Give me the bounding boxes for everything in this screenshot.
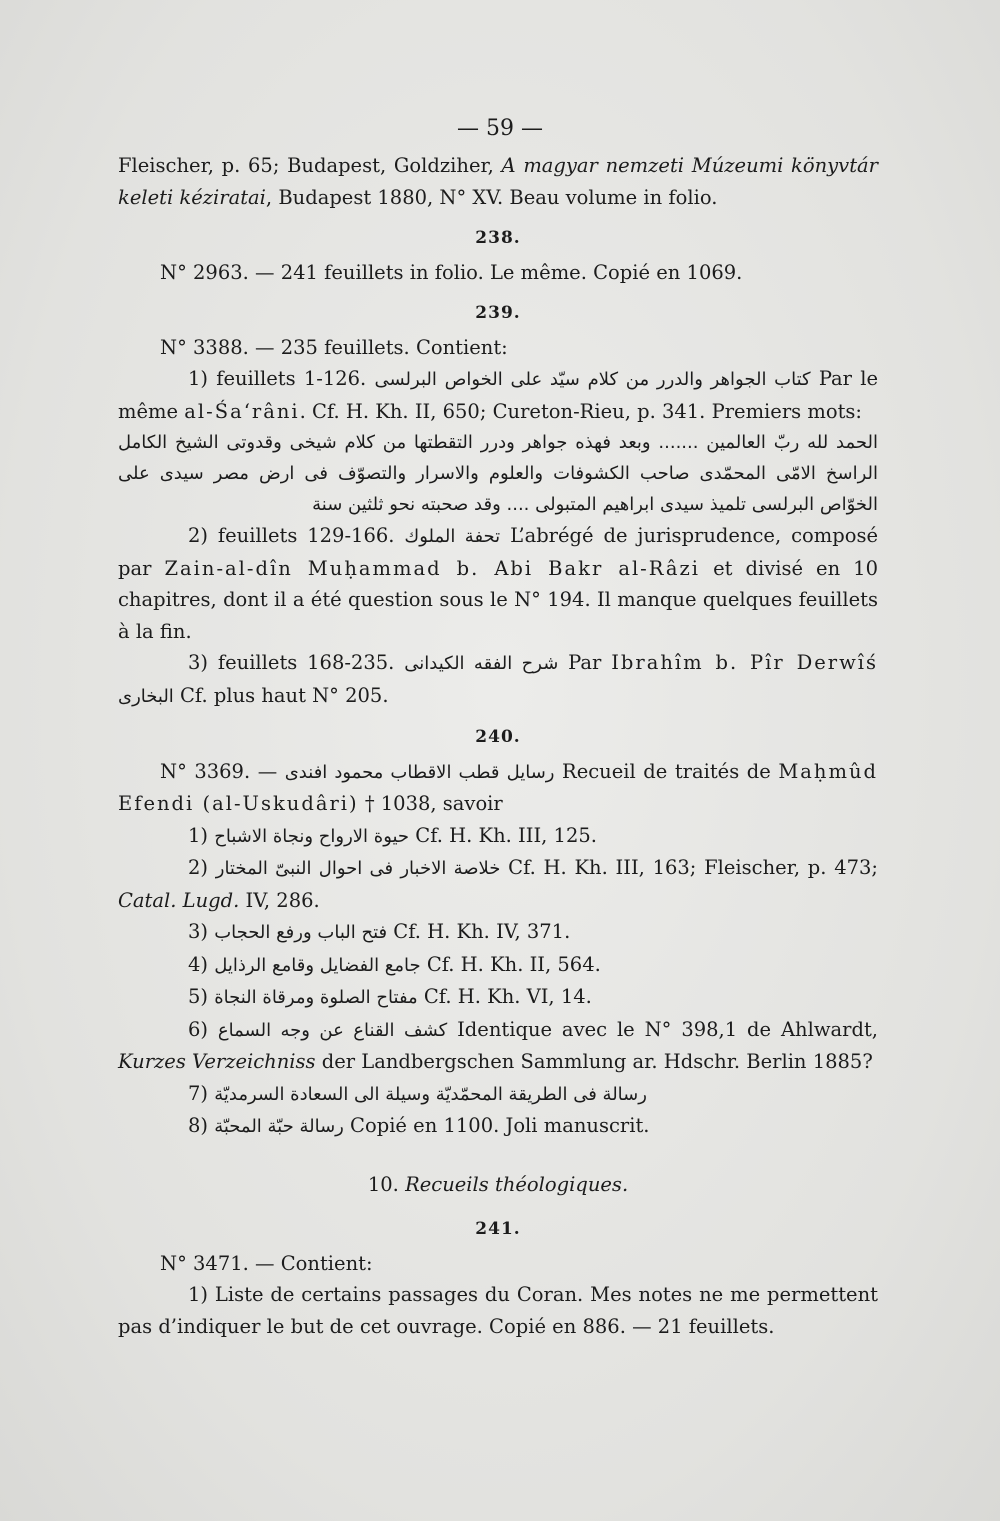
arabic-incipit: الحمد لله ربّ العالمين ....... وبعد فهذه جواهر ودرر التقطتها من كلام شيخى وقدوتى الشيخ الكامل الراسخ الامّى المحمّدى صاحب الكشوفات والعلوم والاسرار والتصوّف فى ارض مصر سيدى على الخوّاص البرلسى تلميذ سيدى ابراهيم المتبولى .... وقد صحبته نحو ثلثين سنة: [118, 432, 878, 515]
entry-240-item: 5) مفتاح الصلوة ومرقاة النجاة Cf. H. Kh. VI, 14.: [188, 985, 592, 1008]
main-text: [118, 150, 878, 1342]
entry-239-item-1: 1) feuillets 1-126. كتاب الجواهر والدرر من كلام سيّد على الخواص البرلسى Par le même al-Śa‘râni. Cf. H. Kh. II, 650; Cureton-Rieu, p. 341. Premiers mots:: [118, 367, 878, 423]
entry-239-item-2: 2) feuillets 129-166. تحفة الملوك L’abrégé de jurisprudence, composé par Zain-al-dîn Muḥammad b. Abi Bakr al-Râzi et divisé en 10 chapitres, dont il a été question sous le N° 194. Il manque quelques feuillets à la fin.: [118, 524, 879, 643]
paragraph-continuation: Fleischer, p. 65; Budapest, Goldziher, A magyar nemzeti Múzeumi könyvtár keleti kéziratai, Budapest 1880, N° XV. Beau volume in folio.: [118, 154, 878, 209]
entry-number-238: 238.: [475, 228, 521, 248]
entry-240-item: 3) فتح الباب ورفع الحجاب Cf. H. Kh. IV, 371.: [188, 920, 571, 943]
author-name: al-Śa‘râni: [184, 399, 300, 423]
entry-241-intro: N° 3471. — Contient:: [160, 1251, 373, 1275]
entry-240-intro: N° 3369. — رسايل قطب الاقطاب محمود افندى Recueil de traités de Maḥmûd Efendi (al-Uskudâri) † 1038, savoir: [118, 759, 878, 815]
author-name: Ibrahîm b. Pîr Derwîś: [611, 651, 879, 674]
entry-238-text: N° 2963. — 241 feuillets in folio. Le même. Copié en 1069.: [160, 260, 743, 284]
entry-number-241: 241.: [475, 1219, 521, 1239]
entry-240-item: 6) كشف القناع عن وجه السماع Identique avec le N° 398,1 de Ahlwardt, Kurzes Verzeichniss der Landbergschen Sammlung ar. Hdschr. Berlin 1885?: [118, 1017, 878, 1073]
catalogue-title: A magyar nemzeti Múzeumi könyvtár keleti kéziratai: [118, 154, 878, 209]
page-number: — 59 —: [457, 116, 543, 141]
entry-240-item: 4) جامع الفضايل وقامع الرذايل Cf. H. Kh. II, 564.: [188, 952, 601, 976]
entry-number-239: 239.: [475, 303, 521, 323]
arabic-title: شرح الفقه الكيدانى: [404, 653, 559, 674]
section-heading: 10. Recueils théologiques.: [367, 1172, 629, 1196]
arabic-title: رسايل قطب الاقطاب محمود افندى: [284, 761, 555, 783]
entry-239-item-3: 3) feuillets 168-235. شرح الفقه الكيدانى Par Ibrahîm b. Pîr Derwîś البخارى Cf. plus haut N° 205.: [118, 651, 879, 707]
entry-241-item-1: 1) Liste de certains passages du Coran. Mes notes ne me permettent pas d’indiquer le but de cet ouvrage. Copié en 886. — 21 feuillets.: [118, 1283, 878, 1338]
arabic-title: تحفة الملوك: [404, 526, 501, 547]
entry-240-item: 7) رسالة فى الطريقة المحمّديّة وسيلة الى السعادة السرمديّة: [188, 1081, 647, 1105]
entry-240-item: 1) حيوة الارواح ونجاة الاشباح Cf. H. Kh. III, 125.: [188, 823, 597, 847]
entry-number-240: 240.: [475, 727, 521, 747]
author-name: Maḥmûd Efendi (al-Uskudâri): [118, 759, 878, 815]
entry-239-intro: N° 3388. — 235 feuillets. Contient:: [160, 335, 508, 359]
entry-240-item: 2) خلاصة الاخبار فى احوال النبىّ المختار Cf. H. Kh. III, 163; Fleischer, p. 473; Catal. Lugd. IV, 286.: [118, 856, 878, 912]
entry-240-item: 8) رسالة حبّة المحبّة Copié en 1100. Joli manuscrit.: [188, 1114, 650, 1137]
author-name: Zain-al-dîn Muḥammad b. Abi Bakr al-Râzi: [164, 556, 701, 580]
arabic-title: كتاب الجواهر والدرر من كلام سيّد على الخواص البرلسى: [374, 369, 811, 390]
arabic-nisba: البخارى: [118, 685, 174, 707]
